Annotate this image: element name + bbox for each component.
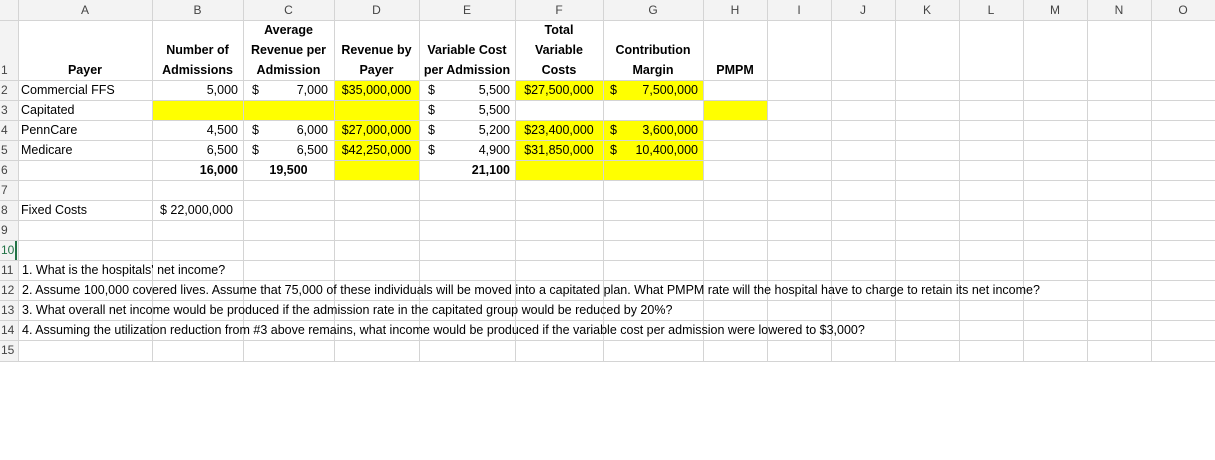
cell-contribution[interactable]: 3,600,000: [642, 123, 698, 137]
column-header-m[interactable]: M: [1050, 3, 1060, 17]
highlight-capitated-h: [703, 100, 767, 120]
question-1[interactable]: 1. What is the hospitals' net income?: [22, 263, 226, 277]
cell-currency: $: [610, 123, 617, 137]
cell-currency: $: [428, 123, 435, 137]
header-total-variable-line2: Variable: [535, 43, 583, 57]
cell-revenue-by-payer[interactable]: $42,250,000: [341, 143, 412, 157]
header-pmpm[interactable]: PMPM: [716, 63, 754, 77]
cell-avg-revenue[interactable]: 6,000: [296, 123, 328, 137]
column-header-k[interactable]: K: [922, 3, 931, 17]
cell-currency: $: [428, 143, 435, 157]
column-header-l[interactable]: L: [987, 3, 995, 17]
cell-payer[interactable]: Capitated: [21, 103, 75, 117]
header-revenue-by-payer-line2[interactable]: Payer: [359, 63, 394, 77]
cell-total-variable[interactable]: $31,850,000: [524, 143, 594, 157]
header-contribution-line1: Contribution: [615, 43, 691, 57]
cell-currency: $: [252, 143, 259, 157]
header-admissions-line1: Number of: [166, 43, 229, 57]
total-avg-revenue[interactable]: 19,500: [269, 163, 308, 177]
row-header-12[interactable]: 12: [1, 283, 15, 297]
cell-currency: $: [428, 103, 435, 117]
row-header-3[interactable]: 3: [1, 103, 8, 117]
header-total-variable-line3[interactable]: Costs: [541, 63, 577, 77]
header-variable-cost-line1: Variable Cost: [427, 43, 507, 57]
cell-variable-cost[interactable]: 4,900: [478, 143, 510, 157]
question-3[interactable]: 3. What overall net income would be produced if the admission rate in the capitated group would be reduced by 20%?: [22, 303, 673, 317]
column-header-o[interactable]: O: [1178, 3, 1188, 17]
header-avg-revenue-line3[interactable]: Admission: [256, 63, 321, 77]
column-header-a[interactable]: A: [80, 3, 89, 17]
header-avg-revenue-line2: Revenue per: [250, 43, 327, 57]
total-variable-cost[interactable]: 21,100: [471, 163, 510, 177]
column-header-c[interactable]: C: [284, 3, 293, 17]
row-header-10[interactable]: 10: [1, 243, 15, 257]
cell-revenue-by-payer[interactable]: $27,000,000: [341, 123, 412, 137]
cell-avg-revenue[interactable]: 6,500: [296, 143, 328, 157]
cell-total-variable[interactable]: $27,500,000: [524, 83, 594, 97]
active-row-indicator: [0, 241, 17, 260]
cell-payer[interactable]: Commercial FFS: [21, 83, 115, 97]
cell-admissions[interactable]: 4,500: [206, 123, 238, 137]
header-avg-revenue-line1: Average: [264, 23, 313, 37]
column-header-g[interactable]: G: [648, 3, 658, 17]
question-2[interactable]: 2. Assume 100,000 covered lives. Assume that 75,000 of these individuals will be moved into a capitated plan. What PMPM rate will the hospital have to charge to retain its net income?: [22, 283, 1040, 297]
column-header-d[interactable]: D: [372, 3, 381, 17]
row-header-15[interactable]: 15: [1, 343, 15, 357]
column-header-j[interactable]: J: [860, 3, 866, 17]
row-header-5[interactable]: 5: [1, 143, 8, 157]
cell-variable-cost[interactable]: 5,500: [478, 103, 510, 117]
cell-currency: $: [428, 83, 435, 97]
fixed-costs-value[interactable]: $ 22,000,000: [160, 203, 233, 217]
total-admissions[interactable]: 16,000: [199, 163, 238, 177]
row-header-8[interactable]: 8: [1, 203, 8, 217]
row-header-2[interactable]: 2: [1, 83, 8, 97]
header-total-variable-line1: Total: [544, 23, 574, 37]
row-header-1[interactable]: 1: [1, 63, 8, 77]
cell-variable-cost[interactable]: 5,500: [478, 83, 510, 97]
cell-variable-cost[interactable]: 5,200: [478, 123, 510, 137]
cell-currency: $: [610, 83, 617, 97]
cell-payer[interactable]: Medicare: [21, 143, 73, 157]
row-header-7[interactable]: 7: [1, 183, 8, 197]
cell-contribution[interactable]: 10,400,000: [635, 143, 698, 157]
header-variable-cost-line2[interactable]: per Admission: [423, 63, 511, 77]
row-header-9[interactable]: 9: [1, 223, 8, 237]
row-header-4[interactable]: 4: [1, 123, 8, 137]
column-header-h[interactable]: H: [730, 3, 740, 17]
cell-total-variable[interactable]: $23,400,000: [524, 123, 594, 137]
column-header-f[interactable]: F: [555, 3, 563, 17]
header-admissions-line2[interactable]: Admissions: [162, 63, 233, 77]
column-header-b[interactable]: B: [193, 3, 202, 17]
column-header-i[interactable]: I: [797, 3, 801, 17]
cell-currency: $: [252, 123, 259, 137]
row-header-14[interactable]: 14: [1, 323, 15, 337]
cell-payer[interactable]: PennCare: [21, 123, 78, 137]
cell-admissions[interactable]: 6,500: [206, 143, 238, 157]
cell-revenue-by-payer[interactable]: $35,000,000: [341, 83, 412, 97]
fixed-costs-label[interactable]: Fixed Costs: [21, 203, 87, 217]
question-4[interactable]: 4. Assuming the utilization reduction from #3 above remains, what income would be produced if the variable cost per admission were lowered to $3,000?: [22, 323, 865, 337]
row-header-13[interactable]: 13: [1, 303, 15, 317]
cell-contribution[interactable]: 7,500,000: [642, 83, 698, 97]
header-contribution-line2[interactable]: Margin: [632, 63, 674, 77]
header-revenue-by-payer-line1: Revenue by: [341, 43, 412, 57]
cell-currency: $: [610, 143, 617, 157]
row-header-6[interactable]: 6: [1, 163, 8, 177]
cell-admissions[interactable]: 5,000: [206, 83, 238, 97]
cell-currency: $: [252, 83, 259, 97]
cell-avg-revenue[interactable]: 7,000: [296, 83, 328, 97]
row-header-11[interactable]: 11: [1, 263, 14, 277]
column-header-n[interactable]: N: [1114, 3, 1124, 17]
column-header-e[interactable]: E: [462, 3, 471, 17]
header-payer[interactable]: Payer: [67, 63, 103, 77]
